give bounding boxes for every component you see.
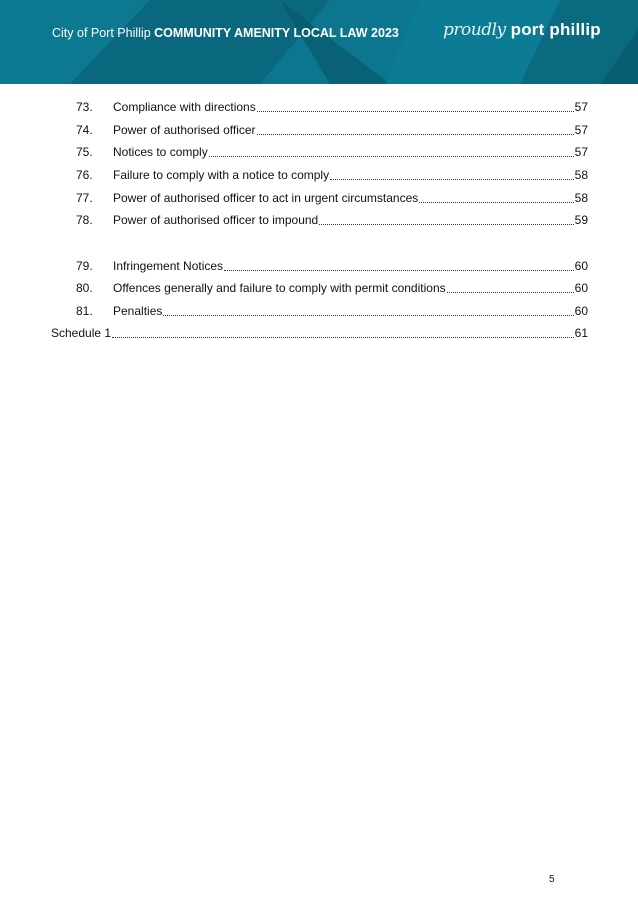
toc-entry-73[interactable]	[76, 94, 588, 114]
toc-number: 77.	[76, 191, 93, 205]
toc-number: 74.	[76, 123, 93, 137]
toc-number: 76.	[76, 168, 93, 182]
toc-title: Infringement Notices	[113, 259, 224, 273]
toc-title: Failure to comply with a notice to comply	[113, 168, 330, 182]
page-number: 5	[549, 874, 555, 885]
toc-entry-81[interactable]	[76, 298, 588, 318]
toc-page: 60	[574, 259, 588, 273]
toc-entry-78[interactable]	[76, 207, 588, 227]
toc-page: 59	[574, 213, 588, 227]
toc-entry-77[interactable]	[76, 185, 588, 205]
toc-page: 57	[574, 123, 588, 137]
toc-page: 58	[574, 168, 588, 182]
toc-entry-74[interactable]	[76, 117, 588, 137]
logo-script-text: proudly	[443, 20, 506, 40]
toc-entry-75[interactable]	[76, 139, 588, 159]
dot-leader	[224, 261, 574, 271]
toc-title: Power of authorised officer to impound	[113, 213, 319, 227]
toc-number: 75.	[76, 145, 93, 159]
toc-title: Compliance with directions	[113, 100, 256, 114]
toc-entry-schedule-1[interactable]	[51, 320, 588, 340]
toc-entry-80[interactable]	[76, 275, 588, 295]
header-org: City of Port Phillip	[52, 26, 151, 40]
dot-leader	[319, 215, 573, 225]
toc-number: 79.	[76, 259, 93, 273]
dot-leader	[419, 193, 573, 203]
dot-leader	[257, 102, 574, 112]
dot-leader	[257, 125, 574, 135]
header-doc-title: COMMUNITY AMENITY LOCAL LAW 2023	[154, 26, 399, 40]
toc-number: 81.	[76, 304, 93, 318]
toc-title: Penalties	[113, 304, 163, 318]
toc-entry-79[interactable]	[76, 253, 588, 273]
toc-title: Power of authorised officer	[113, 123, 256, 137]
toc-number: 80.	[76, 281, 93, 295]
document-header	[0, 0, 638, 84]
toc-page: 57	[574, 100, 588, 114]
toc-entry-76[interactable]	[76, 162, 588, 182]
port-phillip-logo	[443, 20, 601, 50]
toc-number: 73.	[76, 100, 93, 114]
dot-leader	[447, 283, 574, 293]
toc-page: 60	[574, 304, 588, 318]
toc-page: 57	[574, 145, 588, 159]
toc-page: 61	[574, 326, 588, 340]
toc-title: Offences generally and failure to comply with permit conditions	[113, 281, 446, 295]
header-title	[52, 26, 399, 40]
dot-leader	[112, 328, 574, 338]
dot-leader	[330, 170, 574, 180]
toc-page: 58	[574, 191, 588, 205]
toc-page: 60	[574, 281, 588, 295]
toc-title: Notices to comply	[113, 145, 208, 159]
dot-leader	[163, 306, 573, 316]
logo-text: port phillip	[510, 20, 601, 39]
toc-title: Power of authorised officer to act in urgent circumstances	[113, 191, 419, 205]
dot-leader	[209, 147, 574, 157]
toc-title: Schedule 1	[51, 326, 112, 340]
toc-number: 78.	[76, 213, 93, 227]
